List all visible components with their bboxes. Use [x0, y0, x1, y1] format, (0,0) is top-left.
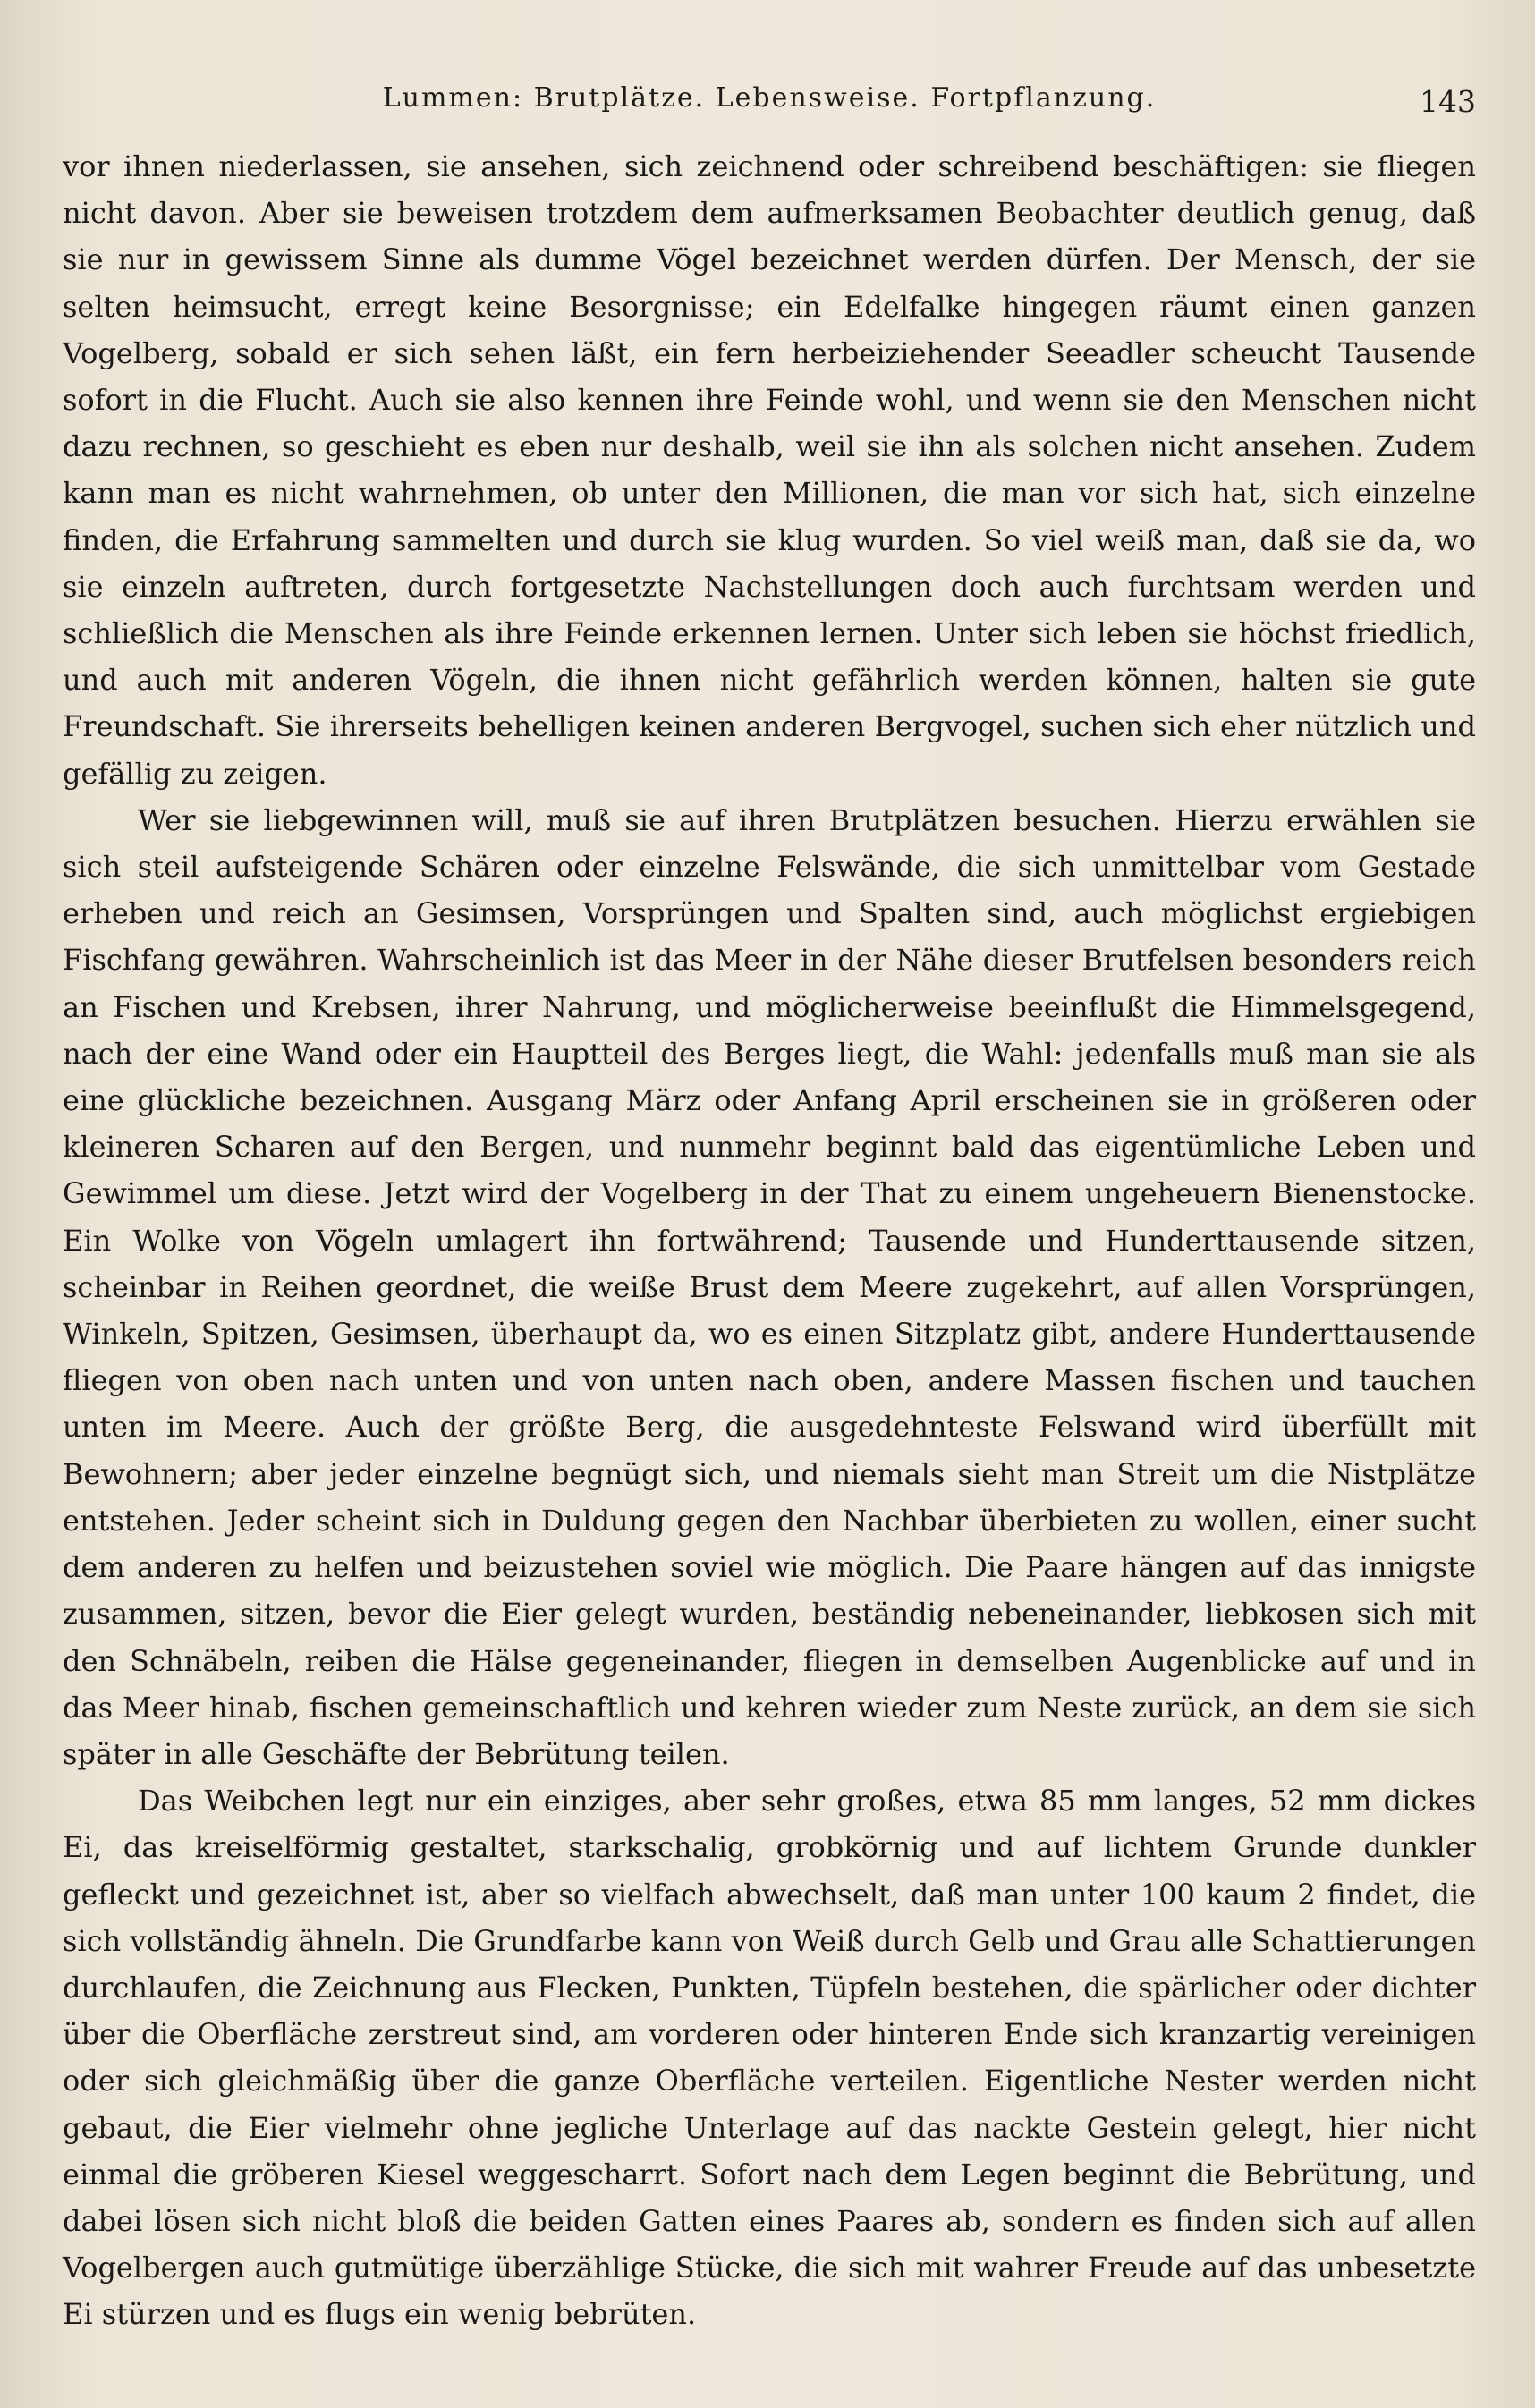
- paragraph: Das Weibchen legt nur ein einziges, aber sehr großes, etwa 85 mm langes, 52 mm dickes Ei, das kreiselförmig gestaltet, starkschalig, grobkörnig und auf lichtem Grunde dunkler gefleckt und gezeichnet ist, aber so vielfach abwechselt, daß man unter 100 kaum 2 findet, die sich vollständig ähneln. Die Grundfarbe kann von Weiß durch Gelb und Grau alle Schattierungen durchlaufen, die Zeichnung aus Flecken, Punkten, Tüpfeln bestehen, die spärlicher oder dichter über die Oberfläche zerstreut sind, am vorderen oder hinteren Ende sich kranzartig vereinigen oder sich gleichmäßig über die ganze Oberfläche verteilen. Eigentliche Nester werden nicht gebaut, die Eier vielmehr ohne jegliche Unterlage auf das nackte Gestein gelegt, hier nicht einmal die gröberen Kiesel weggescharrt. Sofort nach dem Legen beginnt die Bebrütung, und dabei lösen sich nicht bloß die beiden Gatten eines Paares ab, sondern es finden sich auf allen Vogelbergen auch gutmütige überzählige Stücke, die sich mit wahrer Freude auf das unbesetzte Ei stürzen und es flugs ein wenig bebrüten.: [63, 1784, 1476, 2332]
- page-header: [63, 82, 1476, 127]
- running-title: Lummen: Brutplätze. Lebensweise. Fortpflanzung.: [382, 82, 1157, 114]
- body-text: [63, 143, 1476, 2338]
- paragraph: vor ihnen niederlassen, sie ansehen, sich zeichnend oder schreibend beschäftigen: sie fliegen nicht davon. Aber sie beweisen trotzdem dem aufmerksamen Beobachter deutlich genug, daß sie nur in gewissem Sinne als dumme Vögel bezeichnet werden dürfen. Der Mensch, der sie selten heimsucht, erregt keine Besorgnisse; ein Edelfalke hingegen räumt einen ganzen Vogelberg, sobald er sich sehen läßt, ein fern herbeiziehender Seeadler scheucht Tausende sofort in die Flucht. Auch sie also kennen ihre Feinde wohl, und wenn sie den Menschen nicht dazu rechnen, so geschieht es eben nur deshalb, weil sie ihn als solchen nicht ansehen. Zudem kann man es nicht wahrnehmen, ob unter den Millionen, die man vor sich hat, sich einzelne finden, die Erfahrung sammelten und durch sie klug wurden. So viel weiß man, daß sie da, wo sie einzeln auftreten, durch fortgesetzte Nachstellungen doch auch furchtsam werden und schließlich die Menschen als ihre Feinde erkennen lernen. Unter sich leben sie höchst friedlich, und auch mit anderen Vögeln, die ihnen nicht gefährlich werden können, halten sie gute Freundschaft. Sie ihrerseits behelligen keinen anderen Bergvogel, suchen sich eher nützlich und gefällig zu zeigen.: [63, 149, 1476, 791]
- page-number: 143: [1420, 84, 1476, 119]
- paragraph: Wer sie liebgewinnen will, muß sie auf ihren Brutplätzen besuchen. Hierzu erwählen sie sich steil aufsteigende Schären oder einzelne Felswände, die sich unmittelbar vom Gestade erheben und reich an Gesimsen, Vorsprüngen und Spalten sind, auch möglichst ergiebigen Fischfang gewähren. Wahrscheinlich ist das Meer in der Nähe dieser Brutfelsen besonders reich an Fischen und Krebsen, ihrer Nahrung, und möglicherweise beeinflußt die Himmelsgegend, nach der eine Wand oder ein Hauptteil des Berges liegt, die Wahl: jedenfalls muß man sie als eine glückliche bezeichnen. Ausgang März oder Anfang April erscheinen sie in größeren oder kleineren Scharen auf den Bergen, und nunmehr beginnt bald das eigentümliche Leben und Gewimmel um diese. Jetzt wird der Vogelberg in der That zu einem ungeheuern Bienenstocke. Ein Wolke von Vögeln umlagert ihn fortwährend; Tausende und Hunderttausende sitzen, scheinbar in Reihen geordnet, die weiße Brust dem Meere zugekehrt, auf allen Vorsprüngen, Winkeln, Spitzen, Gesimsen, überhaupt da, wo es einen Sitzplatz gibt, andere Hunderttausende fliegen von oben nach unten und von unten nach oben, andere Massen fischen und tauchen unten im Meere. Auch der größte Berg, die ausgedehnteste Felswand wird überfüllt mit Bewohnern; aber jeder einzelne begnügt sich, und niemals sieht man Streit um die Nistplätze entstehen. Jeder scheint sich in Duldung gegen den Nachbar überbieten zu wollen, einer sucht dem anderen zu helfen und beizustehen soviel wie möglich. Die Paare hängen auf das innigste zusammen, sitzen, bevor die Eier gelegt wurden, beständig nebeneinander, liebkosen sich mit den Schnäbeln, reiben die Hälse gegeneinander, fliegen in demselben Augenblicke auf und in das Meer hinab, fischen gemeinschaftlich und kehren wieder zum Neste zurück, an dem sie sich später in alle Geschäfte der Bebrütung teilen.: [63, 802, 1476, 1771]
